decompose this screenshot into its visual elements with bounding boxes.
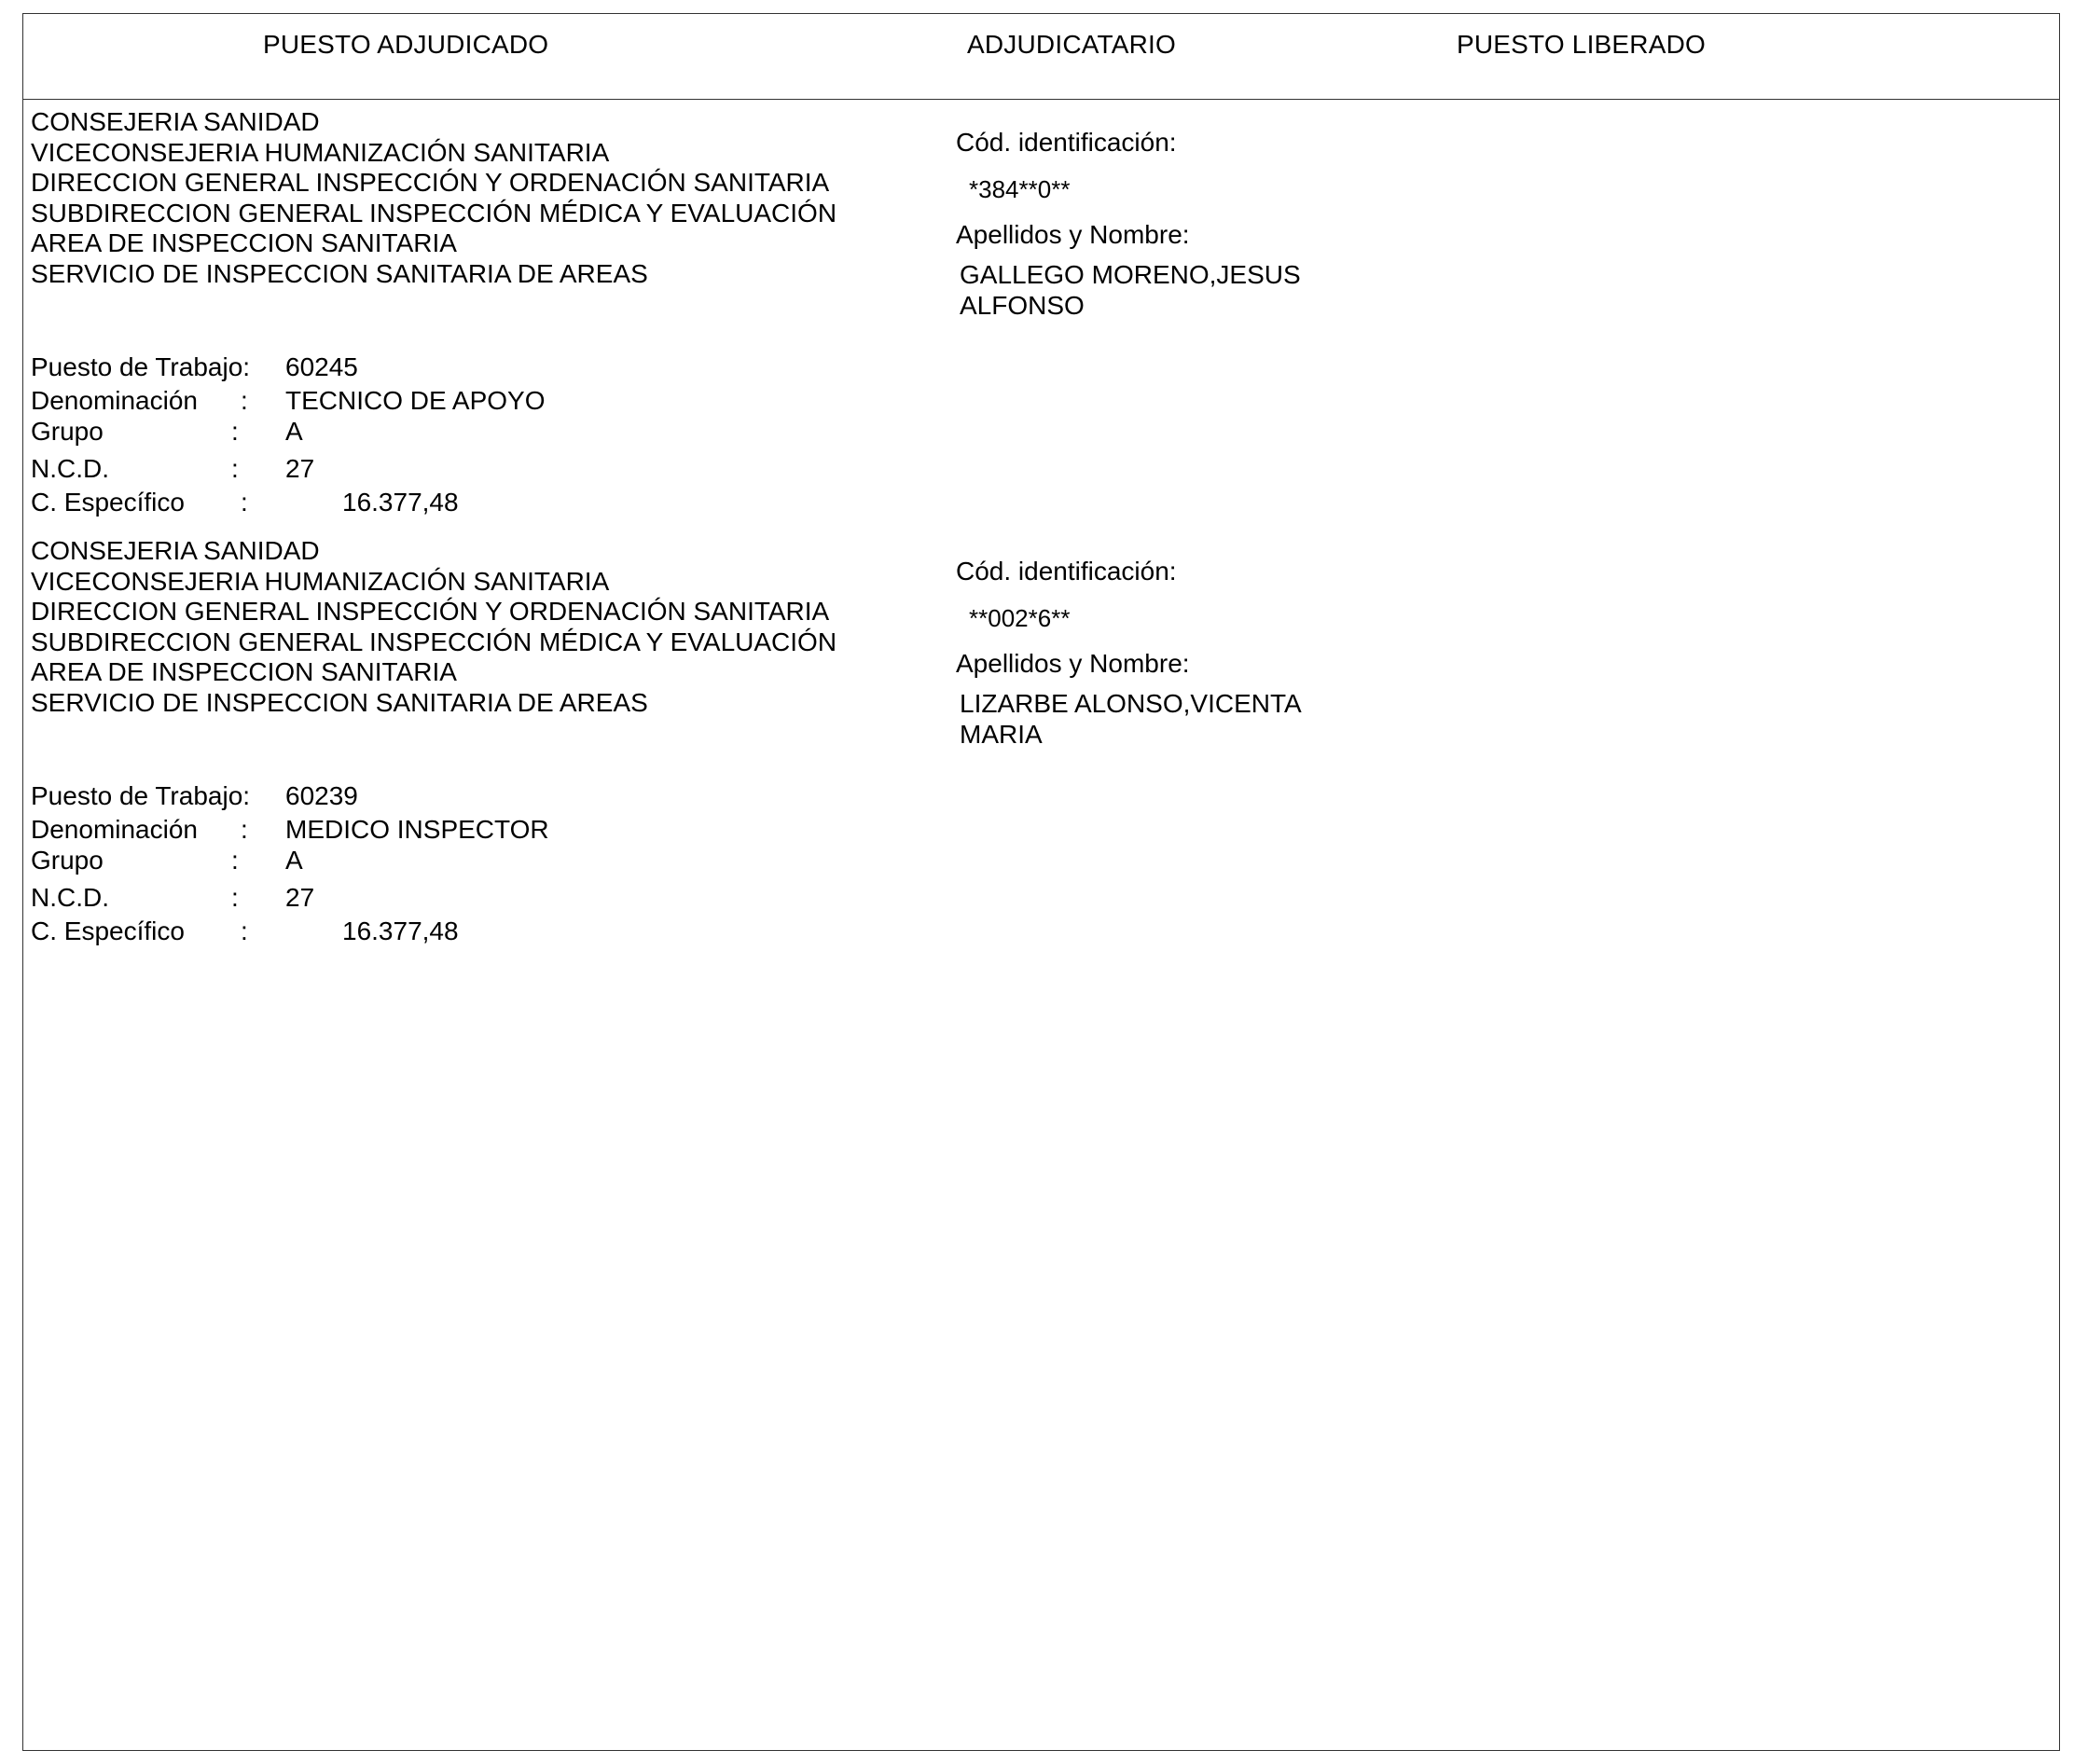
- column-header-puesto-liberado: PUESTO LIBERADO: [1457, 30, 1707, 59]
- ncd-label: N.C.D.: [31, 454, 109, 483]
- organization-hierarchy: [31, 107, 837, 290]
- apellidos-nombre-value: GALLEGO MORENO,JESUS ALFONSO: [960, 260, 1301, 320]
- grupo-label: Grupo: [31, 846, 104, 875]
- org-line: VICECONSEJERIA HUMANIZACIÓN SANITARIA: [31, 137, 610, 167]
- ncd-value: 27: [285, 454, 315, 483]
- denominacion-value: MEDICO INSPECTOR: [285, 815, 549, 844]
- table-header-row: [23, 14, 2059, 100]
- puesto-de-trabajo-value: 60239: [285, 781, 358, 810]
- org-line: DIRECCION GENERAL INSPECCIÓN Y ORDENACIÓN SANITARIA: [31, 597, 830, 627]
- puesto-de-trabajo-value: 60245: [285, 352, 358, 381]
- org-line: CONSEJERIA SANIDAD: [31, 536, 320, 565]
- cod-identificacion-label: Cód. identificación:: [956, 128, 1177, 157]
- c-especifico-label: C. Específico: [31, 488, 185, 517]
- grupo-value: A: [285, 417, 303, 446]
- grupo-separator: :: [231, 417, 239, 446]
- ncd-label: N.C.D.: [31, 883, 109, 912]
- c-especifico-separator: :: [241, 916, 248, 945]
- cod-identificacion-value: **002*6**: [969, 604, 1071, 632]
- apellidos-nombre-label: Apellidos y Nombre:: [956, 220, 1190, 249]
- org-line: CONSEJERIA SANIDAD: [31, 107, 320, 136]
- document-table: [22, 13, 2060, 1751]
- org-line: AREA DE INSPECCION SANITARIA: [31, 228, 457, 258]
- column-header-puesto-adjudicado: PUESTO ADJUDICADO: [263, 30, 549, 59]
- cod-identificacion-label: Cód. identificación:: [956, 557, 1177, 586]
- denominacion-separator: :: [241, 815, 248, 844]
- grupo-label: Grupo: [31, 417, 104, 446]
- puesto-de-trabajo-label: Puesto de Trabajo:: [31, 352, 251, 381]
- denominacion-label: Denominación: [31, 386, 198, 415]
- apellidos-nombre-label: Apellidos y Nombre:: [956, 649, 1190, 678]
- org-line: VICECONSEJERIA HUMANIZACIÓN SANITARIA: [31, 566, 610, 596]
- c-especifico-value: 16.377,48: [342, 488, 459, 517]
- c-especifico-label: C. Específico: [31, 916, 185, 945]
- cod-identificacion-value: *384**0**: [969, 175, 1071, 203]
- org-line: SERVICIO DE INSPECCION SANITARIA DE AREAS: [31, 687, 648, 717]
- apellidos-nombre-value: LIZARBE ALONSO,VICENTA MARIA: [960, 689, 1301, 749]
- ncd-separator: :: [231, 454, 239, 483]
- org-line: SUBDIRECCION GENERAL INSPECCIÓN MÉDICA Y EVALUACIÓN: [31, 198, 837, 227]
- column-header-adjudicatario: ADJUDICATARIO: [967, 30, 1177, 59]
- org-line: SERVICIO DE INSPECCION SANITARIA DE AREAS: [31, 258, 648, 288]
- org-line: AREA DE INSPECCION SANITARIA: [31, 657, 457, 687]
- denominacion-separator: :: [241, 386, 248, 415]
- denominacion-value: TECNICO DE APOYO: [285, 386, 546, 415]
- grupo-separator: :: [231, 846, 239, 875]
- grupo-value: A: [285, 846, 303, 875]
- c-especifico-separator: :: [241, 488, 248, 517]
- organization-hierarchy: [31, 536, 837, 719]
- c-especifico-value: 16.377,48: [342, 916, 459, 945]
- ncd-separator: :: [231, 883, 239, 912]
- org-line: SUBDIRECCION GENERAL INSPECCIÓN MÉDICA Y EVALUACIÓN: [31, 627, 837, 656]
- org-line: DIRECCION GENERAL INSPECCIÓN Y ORDENACIÓN SANITARIA: [31, 168, 830, 198]
- denominacion-label: Denominación: [31, 815, 198, 844]
- puesto-de-trabajo-label: Puesto de Trabajo:: [31, 781, 251, 810]
- ncd-value: 27: [285, 883, 315, 912]
